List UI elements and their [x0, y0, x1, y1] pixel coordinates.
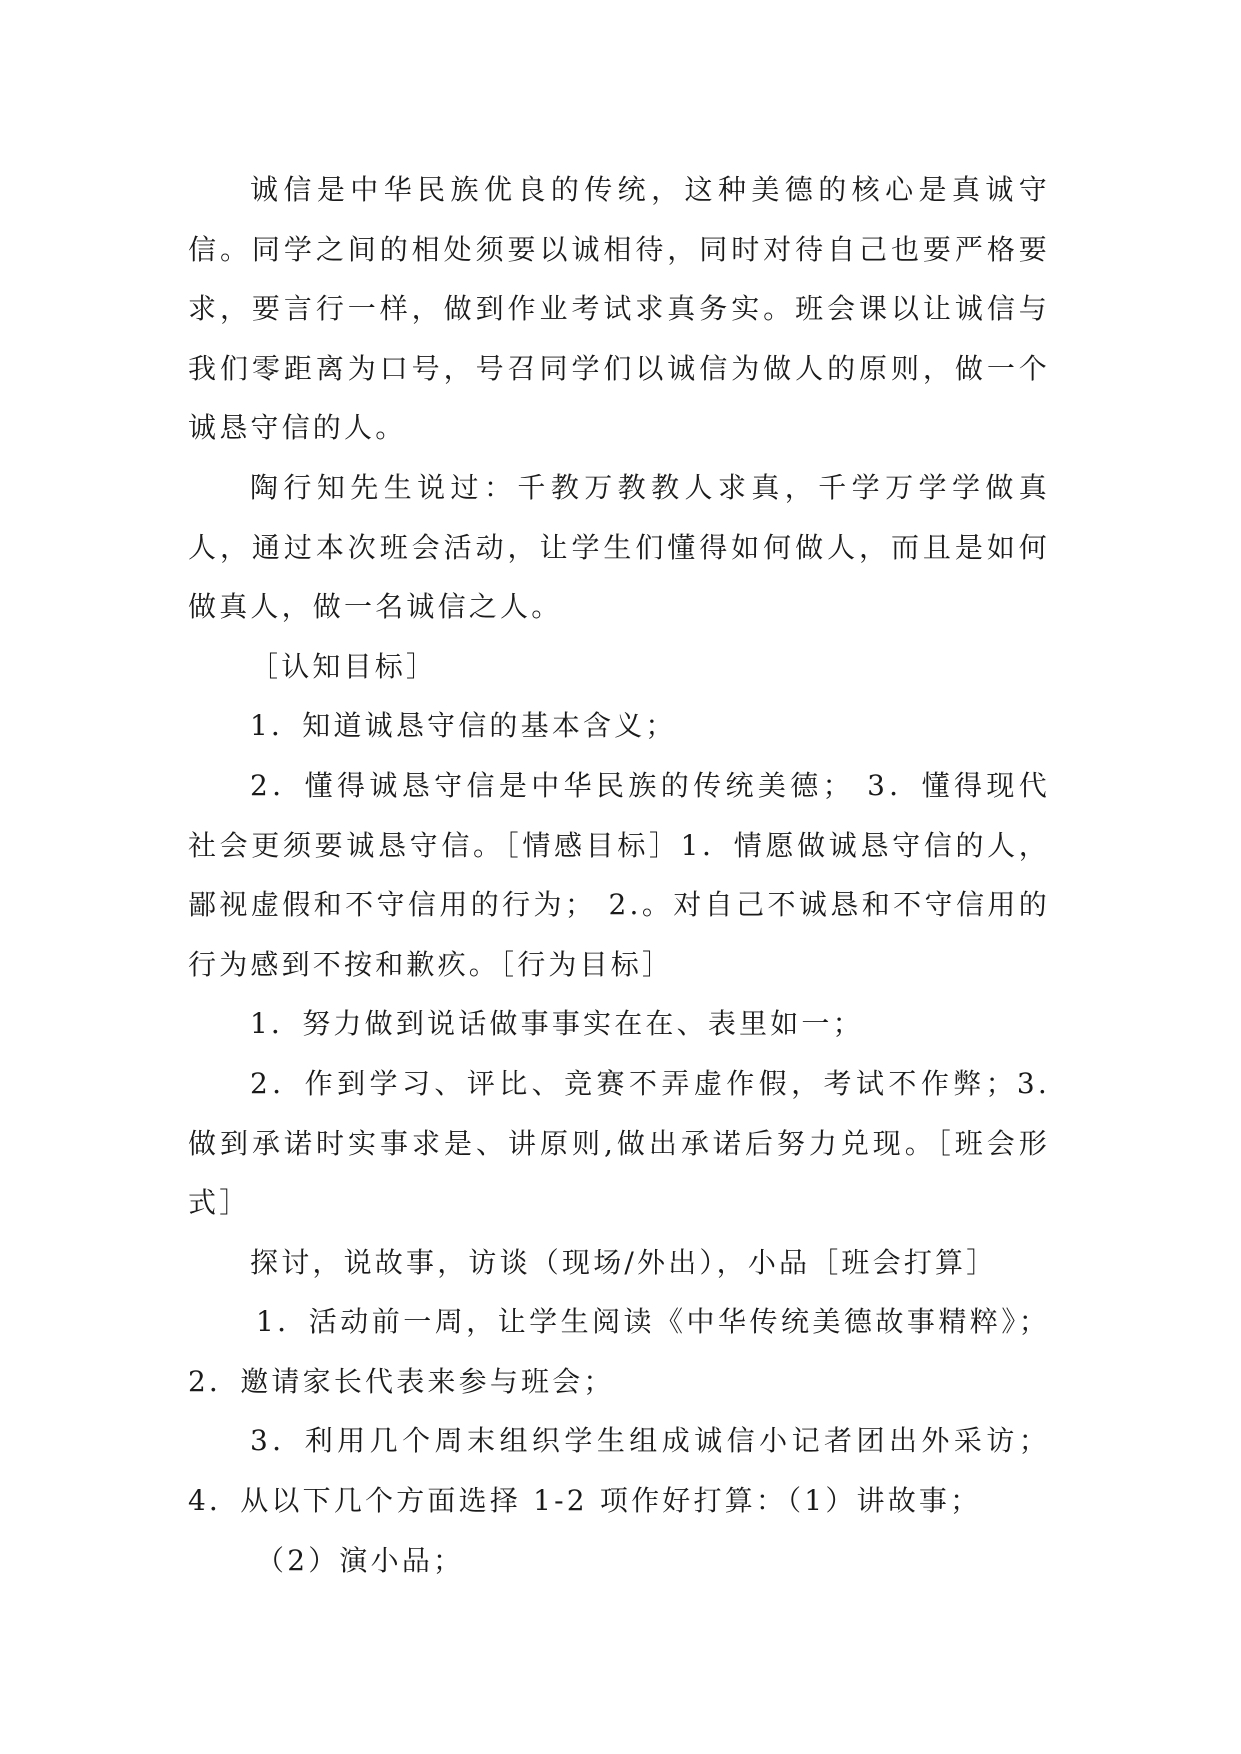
paragraph-goal-2: 2．懂得诚恳守信是中华民族的传统美德； 3．懂得现代社会更须要诚恳守信。［情感目标］1．情愿做诚恳守信的人，鄙视虚假和不守信用的行为； 2.。对自己不诚恳和不守信用的行为感到不按和歉疚。［行为目标］ [188, 768, 1050, 981]
heading-cognitive-goals: ［认知目标］ [250, 649, 438, 683]
paragraph-behavior-1: 1．努力做到说话做事事实在在、表里如一； [250, 1007, 864, 1041]
paragraph-goal-1: 1．知道诚恳守信的基本含义； [250, 709, 677, 743]
paragraph-behavior-2: 2．作到学习、评比、竞赛不弄虚作假，考试不作弊；3.做到承诺时实事求是、讲原则,做出承诺后努力兑现。［班会形式］ [188, 1066, 1050, 1220]
paragraph-format: 探讨，说故事，访谈（现场/外出），小品［班会打算］ [250, 1245, 998, 1279]
document-body [188, 160, 1050, 1590]
paragraph-prep-3: 3．利用几个周末组织学生组成诚信小记者团出外采访；4．从以下几个方面选择 1-2 项作好打算：（1）讲故事； [188, 1424, 1050, 1518]
paragraph-prep-1: 1．活动前一周，让学生阅读《中华传统美德故事精粹》； 2．邀请家长代表来参与班会； [188, 1305, 1050, 1398]
paragraph-intro: 诚信是中华民族优良的传统，这种美德的核心是真诚守信。同学之间的相处须要以诚相待，同时对待自己也要严格要求，要言行一样，做到作业考试求真务实。班会课以让诚信与我们零距离为口号，号召同学们以诚信为做人的原则，做一个诚恳守信的人。 [188, 173, 1050, 445]
paragraph-prep-skit: （2）演小品； [256, 1543, 465, 1577]
paragraph-quote: 陶行知先生说过：千教万教教人求真，千学万学学做真人，通过本次班会活动，让学生们懂得如何做人，而且是如何做真人，做一名诚信之人。 [188, 470, 1050, 624]
